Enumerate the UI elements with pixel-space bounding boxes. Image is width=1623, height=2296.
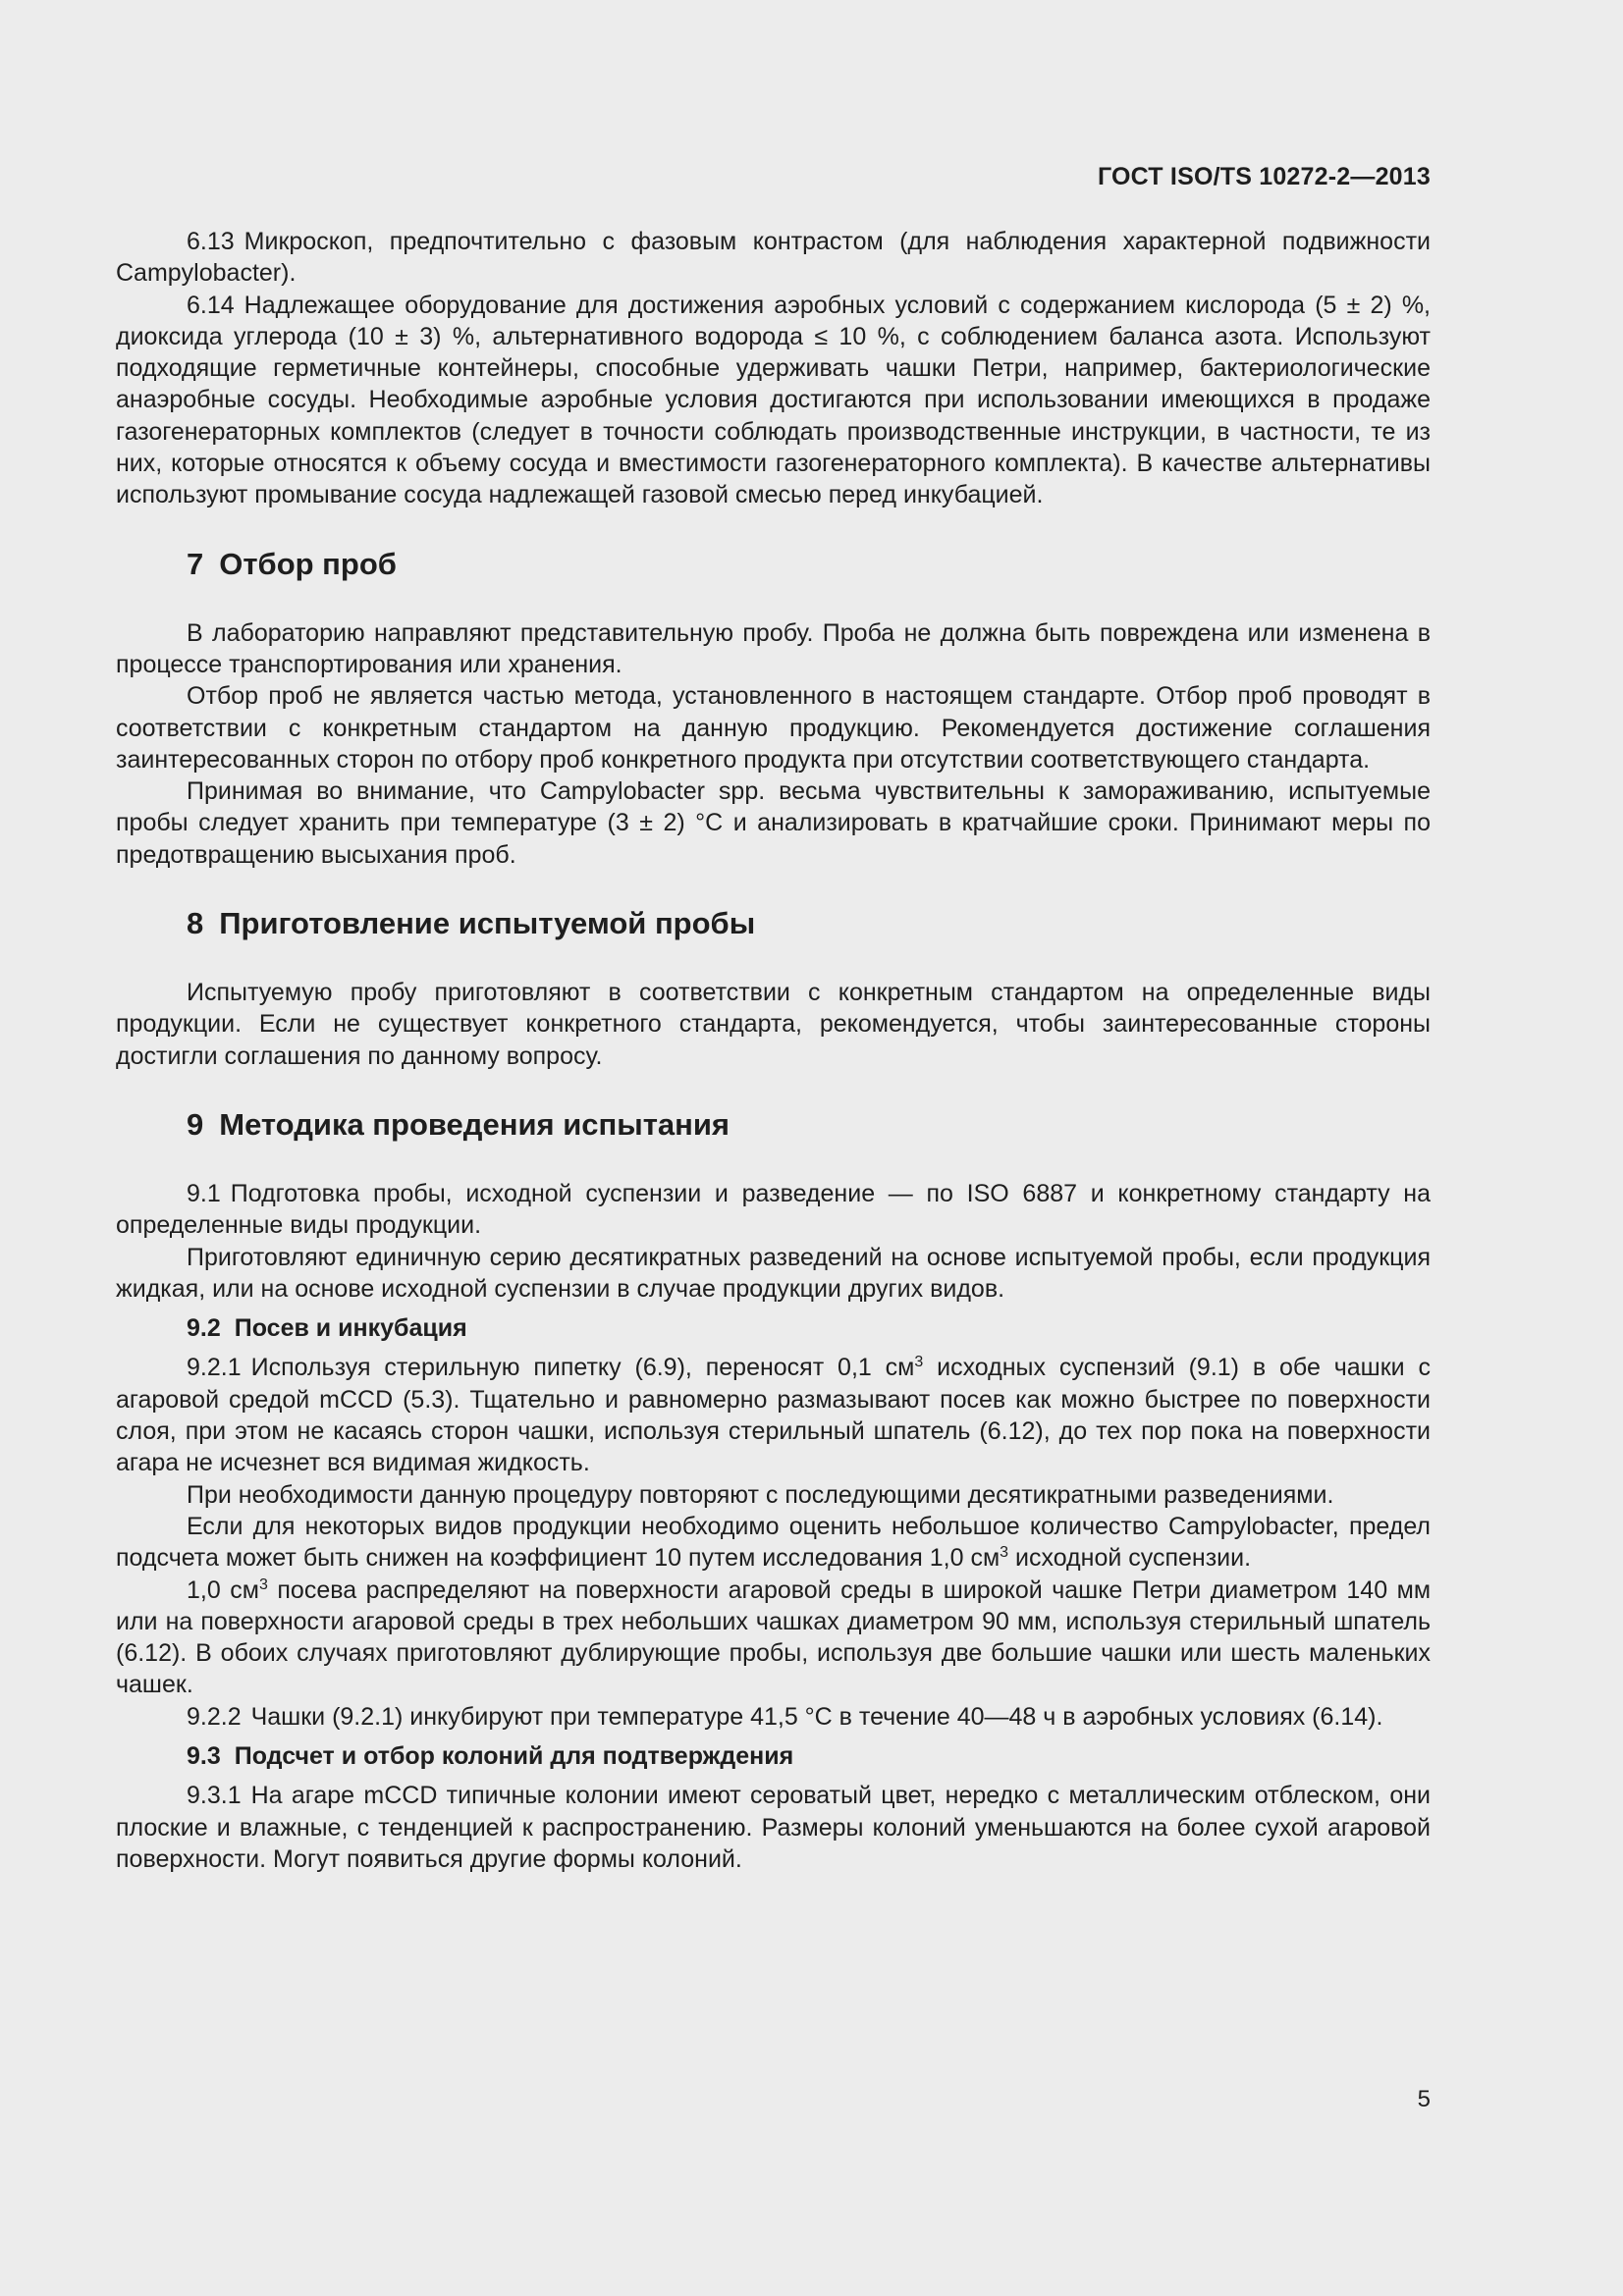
clause-text: исходных суспензий (9.1) в обе чашки с агаровой средой mCCD (5.3). Тщательно и равномерно размазывают посев как можно быстрее по поверхности слоя, при этом не касаясь сторон чашки, используя стерильный шпатель (6.12), до тех пор пока на поверхности агара не исчезнет вся видимая жидкость. [116, 1354, 1431, 1477]
section-heading-9 [116, 1107, 1431, 1143]
paragraph [116, 1511, 1431, 1575]
subsection-title: Посев и инкубация [234, 1314, 467, 1343]
section-heading-7 [116, 547, 1431, 582]
subsection-heading-9-3 [116, 1740, 1431, 1772]
document-body [116, 226, 1431, 1875]
clause-number: 6.14 [187, 291, 235, 319]
document-header: ГОСТ ISO/TS 10272-2—2013 [1097, 163, 1431, 190]
clause-9-3-1 [116, 1780, 1431, 1875]
superscript: 3 [258, 1575, 268, 1593]
clause-text: Подготовка пробы, исходной суспензии и разведение — по ISO 6887 и конкретному стандарту на определенные виды продукции. [116, 1179, 1431, 1240]
paragraph: Принимая во внимание, что Campylobacter spp. весьма чувствительны к замораживанию, испытуемые пробы следует хранить при температуре (3 ± 2) °С и анализировать в кратчайшие сроки. Принимают меры по предотвращению высыхания проб. [116, 777, 1431, 869]
paragraph-text: посева распределяют на поверхности агаровой среды в широкой чашке Петри диаметром 140 мм или на поверхности агаровой среды в трех небольших чашках диаметром 90 мм, используя стерильный шпатель (6.12). В обоих случаях приготовляют дублирующие пробы, используя две большие чашки или шесть маленьких чашек. [116, 1575, 1432, 1699]
clause-9-1 [116, 1178, 1431, 1242]
clause-number: 9.1 [187, 1179, 221, 1207]
paragraph: Испытуемую пробу приготовляют в соответствии с конкретным стандартом на определенные виды продукции. Если не существует конкретного стандарта, рекомендуется, чтобы заинтересованные стороны достигли соглашения по данному вопросу. [116, 979, 1431, 1070]
clause-number: 9.3.1 [187, 1782, 242, 1810]
section-title: Отбор проб [219, 546, 397, 581]
clause-text: Микроскоп, предпочтительно с фазовым контрастом (для наблюдения характерной подвижности Campylobacter). [116, 228, 1431, 288]
paragraph-text: Если для некоторых видов продукции необходимо оценить небольшое количество Campylobacter, предел подсчета может быть снижен на коэффициент 10 путем исследования 1,0 см [116, 1512, 1431, 1573]
section-number: 9 [187, 1106, 204, 1142]
clause-text: Используя стерильную пипетку (6.9), переносят 0,1 см [250, 1354, 915, 1382]
paragraph: При необходимости данную процедуру повторяют с последующими десятикратными разведениями. [187, 1480, 1334, 1509]
paragraph [116, 1575, 1431, 1701]
clause-number: 9.2.2 [187, 1702, 242, 1731]
section-title: Приготовление испытуемой пробы [219, 906, 756, 941]
superscript: 3 [1000, 1544, 1009, 1562]
clause-6-14 [116, 290, 1431, 511]
subsection-title: Подсчет и отбор колоний для подтверждения [234, 1741, 794, 1770]
clause-number: 9.2.1 [187, 1354, 242, 1382]
clause-6-13 [116, 226, 1431, 290]
section-number: 7 [187, 546, 204, 581]
superscript: 3 [914, 1354, 924, 1371]
clause-text: На агаре mCCD типичные колонии имеют сероватый цвет, нередко с металлическим отблеском, они плоские и влажные, с тенденцией к распространению. Размеры колоний уменьшаются на более сухой агаровой поверхности. Могут появиться другие формы колоний. [116, 1782, 1431, 1873]
subsection-number: 9.2 [187, 1314, 221, 1343]
subsection-heading-9-2 [116, 1312, 1431, 1344]
subsection-number: 9.3 [187, 1741, 221, 1770]
clause-text: Чашки (9.2.1) инкубируют при температуре 41,5 °С в течение 40—48 ч в аэробных условиях (6.14). [250, 1702, 1383, 1731]
clause-text: Надлежащее оборудование для достижения аэробных условий с содержанием кислорода (5 ± 2) %, диоксида углерода (10 ± 3) %, альтернативного водорода ≤ 10 %, с соблюдением баланса азота. Используют подходящие герметичные контейнеры, способные удерживать чашки Петри, например, бактериологические анаэробные сосуды. Необходимые аэробные условия достигаются при использовании имеющихся в продаже газогенераторных комплектов (следует в точности соблюдать производственные инструкции, в частности, те из них, которые относятся к объему сосуда и вместимости газогенераторного комплекта). В качестве альтернативы используют промывание сосуда надлежащей газовой смесью перед инкубацией. [116, 291, 1431, 509]
clause-9-2-1 [116, 1352, 1431, 1478]
clause-9-2-2 [116, 1701, 1431, 1733]
section-heading-8 [116, 906, 1431, 941]
section-title: Методика проведения испытания [219, 1106, 730, 1142]
clause-number: 6.13 [187, 228, 235, 255]
paragraph-text: исходной суспензии. [1008, 1544, 1252, 1573]
paragraph: В лабораторию направляют представительную пробу. Проба не должна быть повреждена или изменена в процессе транспортирования или хранения. [116, 618, 1431, 678]
paragraph: Отбор проб не является частью метода, установленного в настоящем стандарте. Отбор проб проводят в соответствии с конкретным стандартом на данную продукцию. Рекомендуется достижение соглашения заинтересованных сторон по отбору проб конкретного продукта при отсутствии соответствующего стандарта. [116, 682, 1431, 774]
page-number: 5 [1417, 2086, 1431, 2112]
paragraph: Приготовляют единичную серию десятикратных разведений на основе испытуемой пробы, если продукция жидкая, или на основе исходной суспензии в случае продукции других видов. [116, 1243, 1431, 1303]
paragraph-text: 1,0 см [187, 1575, 259, 1604]
section-number: 8 [187, 906, 204, 941]
